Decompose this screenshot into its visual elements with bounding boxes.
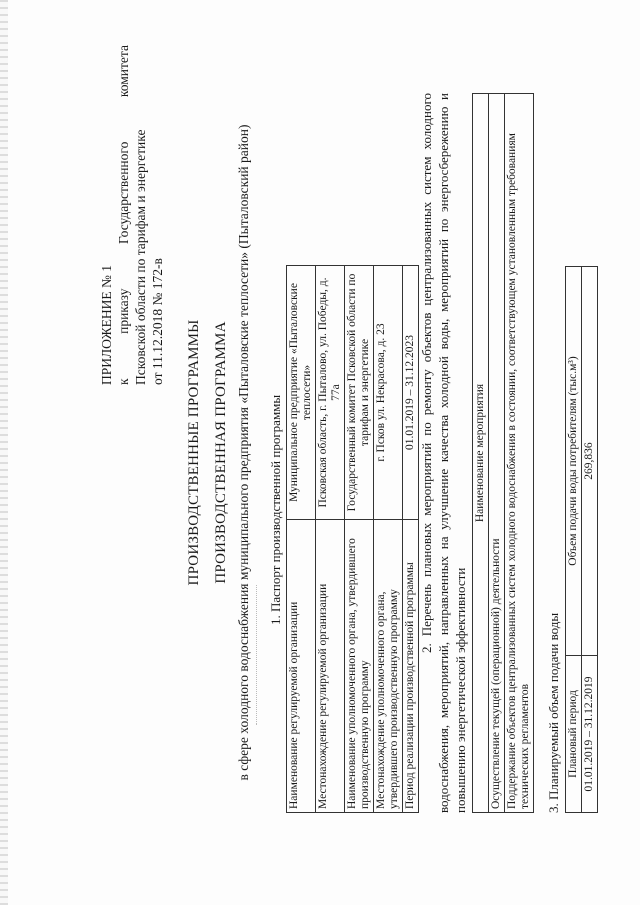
section-3-title: 3. Планируемый объем подачи воды <box>546 612 561 813</box>
dotted-divider <box>256 585 258 725</box>
annex-title: ПРИЛОЖЕНИЕ № 1 <box>99 264 114 385</box>
table-row <box>489 94 505 813</box>
annex-word-k: к <box>116 378 131 385</box>
passport-value: г. Псков ул. Некрасова, д. 23 <box>374 266 403 520</box>
table-row <box>582 267 598 813</box>
annex-header <box>98 45 166 385</box>
annex-word-committee: комитета <box>116 45 131 98</box>
section-2-text <box>418 93 469 813</box>
program-subtitle: в сфере холодного водоснабжения муниципального предприятия «Пыталовские теплосети» (Пыталовский район) <box>236 124 251 781</box>
table-row <box>345 266 374 813</box>
annex-word-state: Государственного <box>116 141 131 245</box>
annex-word-order: приказу <box>116 288 131 334</box>
table-row <box>374 266 403 813</box>
passport-table <box>286 265 419 813</box>
passport-value: Псковская область, г. Пыталово, ул. Победы, д. 77а <box>316 266 345 520</box>
column-header-period: Плановый период <box>566 656 582 813</box>
measure-cell: Поддержание объектов централизованных систем холодного водоснабжения в состоянии, соответствующем установленным требованиям технических регламентов <box>505 94 534 813</box>
main-title: ПРОИЗВОДСТВЕННЫЕ ПРОГРАММЫ <box>186 319 202 586</box>
measures-table <box>472 93 534 813</box>
column-header: Наименование мероприятия <box>473 94 489 813</box>
passport-label: Местонахождение уполномоченного органа, утвердившего производственную программу <box>374 520 403 813</box>
annex-line-4: от 11.12.2018 № 172-в <box>150 258 165 385</box>
table-row <box>316 266 345 813</box>
passport-value: Государственный комитет Псковской области по тарифам и энергетике <box>345 266 374 520</box>
passport-label: Наименование регулируемой организации <box>287 520 316 813</box>
passport-label: Наименование уполномоченного органа, утвердившего производственную программу <box>345 520 374 813</box>
water-supply-table <box>565 266 598 813</box>
period-cell: 01.01.2019 – 31.12.2019 <box>582 656 598 813</box>
section-2-paragraph: 2. Перечень плановых мероприятий по ремонту объектов централизованных систем холодного водоснабжения, мероприятий, направленных на улучшение качества холодной воды, мероприятий по энергосбережению и повышению энергетической эффективности <box>419 93 468 813</box>
passport-value: 01.01.2019 – 31.12.2023 <box>403 266 419 520</box>
passport-label: Период реализации производственной программы <box>403 520 419 813</box>
annex-line-2 <box>115 45 132 385</box>
program-title: ПРОИЗВОДСТВЕННАЯ ПРОГРАММА <box>213 321 229 584</box>
table-row <box>287 266 316 813</box>
column-header-volume: Объем подачи воды потребителям (тыс.м³) <box>566 267 582 656</box>
table-row <box>505 94 534 813</box>
annex-line-3: Псковской области по тарифам и энергетике <box>133 129 148 385</box>
section-1-title: 1. Паспорт производственной программы <box>268 394 283 625</box>
measure-cell: Осуществление текущей (операционной) деятельности <box>489 94 505 813</box>
scan-edge <box>0 0 8 905</box>
table-row <box>403 266 419 813</box>
table-header-row <box>473 94 489 813</box>
volume-cell: 269,836 <box>582 267 598 656</box>
passport-value: Муниципальное предприятие «Пыталовские теплосети» <box>287 266 316 520</box>
passport-label: Местонахождение регулируемой организации <box>316 520 345 813</box>
table-header-row <box>566 267 582 813</box>
